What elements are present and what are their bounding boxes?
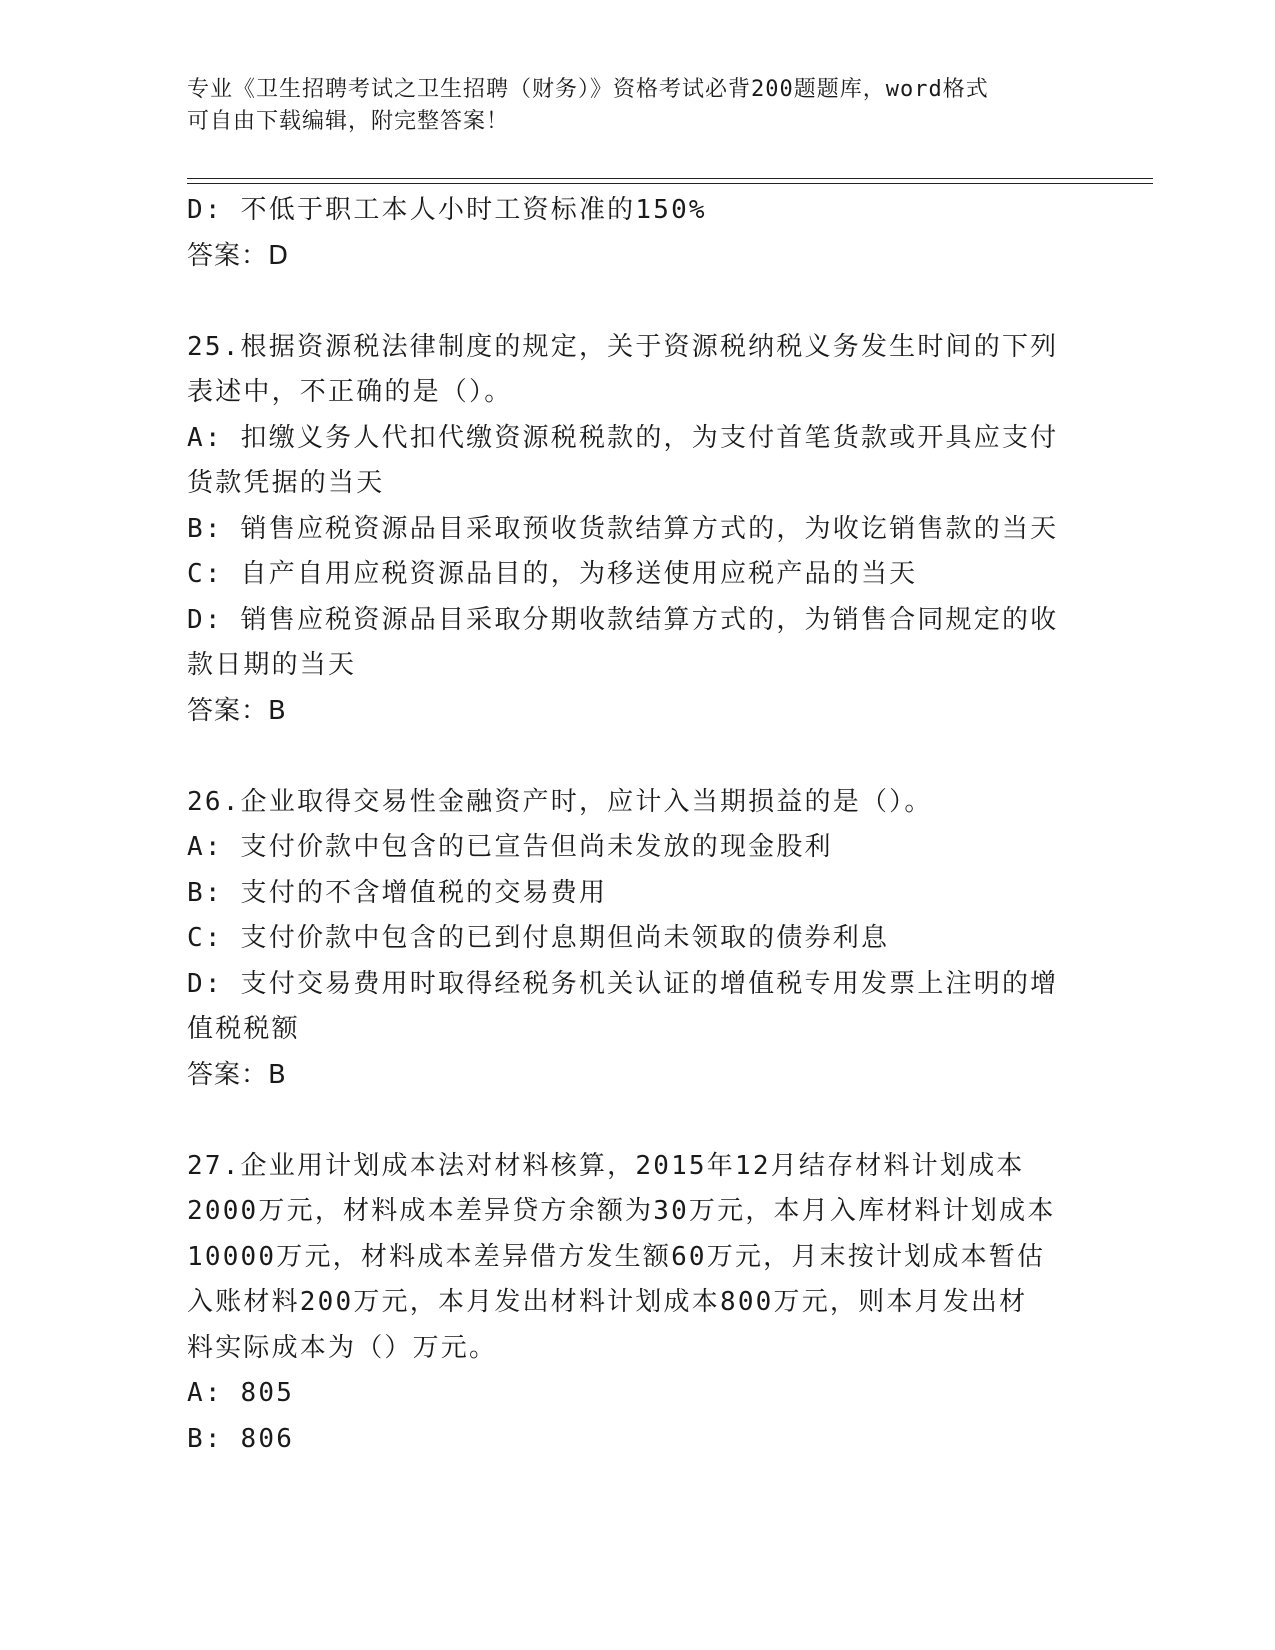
option-d: D: 不低于职工本人小时工资标准的150% [187,195,707,225]
header-divider-bottom [187,183,1153,184]
document-header [187,74,1087,138]
question-stem-cont: 入账材料200万元，本月发出材料计划成本800万元，则本月发出材 [187,1287,1028,1317]
question-26 [187,780,1087,1099]
option-c: C: 支付价款中包含的已到付息期但尚未领取的债券利息 [187,923,890,953]
option-d-cont: 款日期的当天 [187,650,357,680]
spacer [187,734,1087,780]
question-stem-cont: 表述中，不正确的是（）。 [187,377,513,407]
question-stem: 26.企业取得交易性金融资产时，应计入当期损益的是（）。 [187,786,933,817]
option-a: A: 支付价款中包含的已宣告但尚未发放的现金股利 [187,832,833,862]
question-stem: 27.企业用计划成本法对材料核算，2015年12月结存材料计划成本 [187,1150,1025,1181]
option-d-cont: 值税税额 [187,1014,300,1044]
header-line-2: 可自由下载编辑，附完整答案！ [187,109,510,134]
answer-text: 答案：B [187,1059,287,1090]
option-a-cont: 货款凭据的当天 [187,468,385,498]
option-a: A: 805 [187,1378,295,1408]
question-stem: 25.根据资源税法律制度的规定，关于资源税纳税义务发生时间的下列 [187,331,1059,362]
option-b: B: 支付的不含增值税的交易费用 [187,877,608,908]
option-d: D: 销售应税资源品目采取分期收款结算方式的，为销售合同规定的收 [187,604,1059,635]
option-d: D: 支付交易费用时取得经税务机关认证的增值税专用发票上注明的增 [187,968,1059,999]
option-b: B: 806 [187,1423,295,1454]
spacer [187,1098,1087,1144]
option-a: A: 扣缴义务人代扣代缴资源税税款的，为支付首笔货款或开具应支付 [187,422,1059,453]
header-line-1: 专业《卫生招聘考试之卫生招聘（财务）》资格考试必背200题题库，word格式 [187,77,989,102]
question-stem-cont: 料实际成本为（）万元。 [187,1332,498,1363]
question-24-tail [187,188,1087,279]
question-list [187,188,1087,1462]
answer-text: 答案：D [187,240,290,271]
option-c: C: 自产自用应税资源品目的，为移送使用应税产品的当天 [187,559,918,589]
answer-text: 答案：B [187,695,287,726]
header-divider-top [187,178,1153,179]
question-25 [187,325,1087,735]
spacer [187,279,1087,325]
question-stem-cont: 10000万元，材料成本差异借方发生额60万元，月末按计划成本暂估 [187,1241,1046,1272]
question-27 [187,1144,1087,1463]
question-stem-cont: 2000万元，材料成本差异贷方余额为30万元，本月入库材料计划成本 [187,1196,1056,1226]
option-b: B: 销售应税资源品目采取预收货款结算方式的，为收讫销售款的当天 [187,513,1059,544]
